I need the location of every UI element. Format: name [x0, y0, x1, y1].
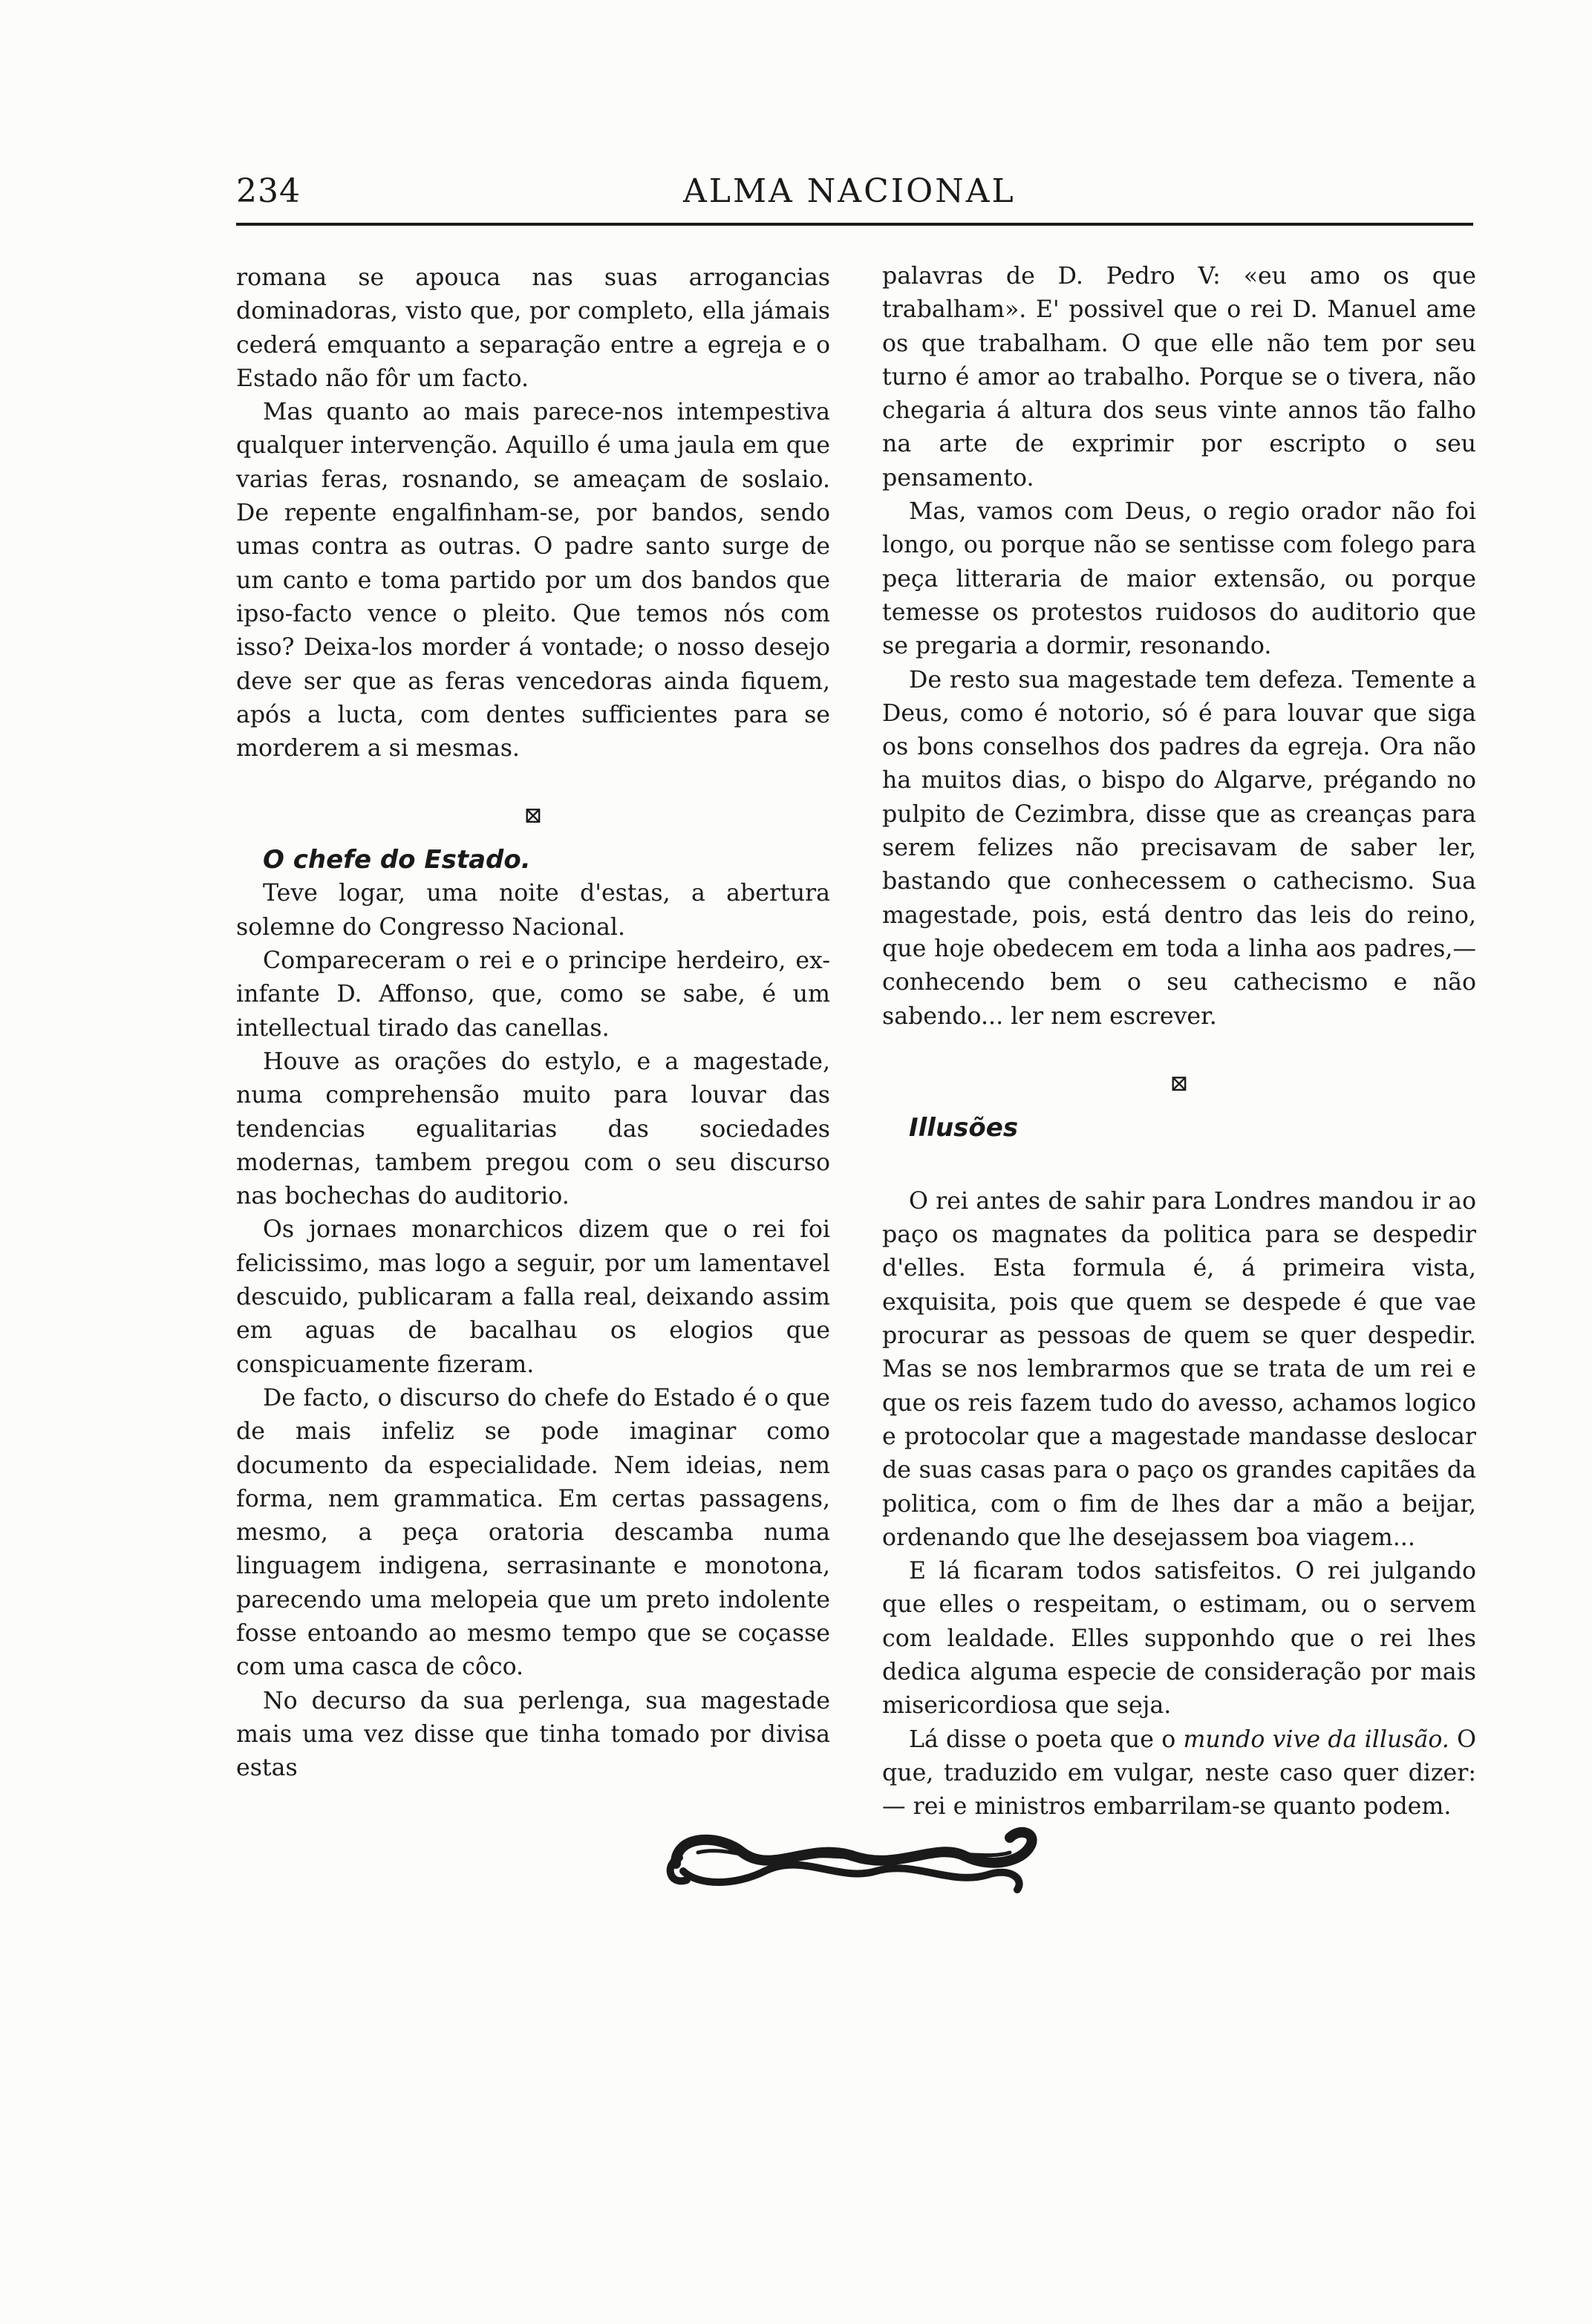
- paragraph: Os jornaes monarchicos dizem que o rei foi felicissimo, mas logo a seguir, por um lamentavel descuido, publicaram a falla real, deixando assim em aguas de bacalhau os elogios que conspicuamente fizeram.: [236, 1216, 830, 1378]
- paragraph: Houve as orações do estylo, e a magestade, numa comprehensão muito para louvar das tendencias egualitarias das sociedades modernas, tambem pregou com o seu discurso nas bochechas do auditorio.: [236, 1048, 830, 1210]
- section-ornament-icon: ⊠: [1169, 1070, 1189, 1097]
- section-heading: O chefe do Estado.: [263, 845, 531, 875]
- section-ornament-icon: ⊠: [523, 803, 543, 829]
- paragraph: O rei antes de sahir para Londres mandou ir ao paço os magnates da politica para se despedir d'elles. Esta formula é, á primeira vista, exquisita, pois que quem se despede é que vae procurar as pessoas de quem se quer despedir. Mas se nos lembrarmos que se trata de um rei e que os reis fazem tudo do avesso, achamos logico e protocolar que a magestade mandasse deslocar de suas casas para o paço os grandes capitães da politica, com o fim de lhes dar a mão a beijar, ordenando que lhe desejassem boa viagem...: [882, 1187, 1476, 1551]
- paragraph: De resto sua magestade tem defeza. Temente a Deus, como é notorio, só é para louvar que siga os bons conselhos dos padres da egreja. Ora não ha muitos dias, o bispo do Algarve, prégando no pulpito de Cezimbra, disse que as creanças para serem felizes não precisavam de saber ler, bastando que conhecessem o cathecismo. Sua magestade, pois, está dentro das leis do reino, que hoje obedecem em toda a linha aos padres,—conhecendo bem o seu cathecismo e não sabendo... ler nem escrever.: [882, 666, 1476, 1030]
- header-rule: [236, 223, 1473, 226]
- text-run: O que, traduzido em vulgar, neste caso quer dizer: — rei e ministros embarrilam-se quanto podem.: [882, 1726, 1476, 1821]
- paragraph: Teve logar, uma noite d'estas, a abertura solemne do Congresso Nacional.: [236, 880, 830, 941]
- paragraph: E lá ficaram todos satisfeitos. O rei julgando que elles o respeitam, o estimam, ou o servem com lealdade. Elles supponhdo que o rei lhes dedica alguma especie de consideração por mais misericordiosa que seja.: [882, 1558, 1476, 1720]
- paragraph: De facto, o discurso do chefe do Estado é o que de mais infeliz se pode imaginar como documento da especialidade. Nem ideias, nem forma, nem grammatica. Em certas passagens, mesmo, a peça oratoria descamba numa linguagem indigena, serrasinante e monotona, parecendo uma melopeia que um preto indolente fosse entoando ao mesmo tempo que se coçasse com uma casca de côco.: [236, 1384, 830, 1681]
- text-run: Lá disse o poeta que o: [909, 1726, 1184, 1753]
- paragraph: romana se apouca nas suas arrogancias dominadoras, visto que, por completo, ella jámais cederá emquanto a separação entre a egreja e o Estado não fôr um facto.: [236, 264, 830, 392]
- paragraph: Mas, vamos com Deus, o regio orador não foi longo, ou porque não se sentisse com folego para peça litteraria de maior extensão, ou porque temesse os protestos ruidosos do auditorio que se pregaria a dormir, resonando.: [882, 498, 1476, 660]
- paragraph: [882, 1723, 1476, 1824]
- section-heading: Illusões: [909, 1112, 1019, 1143]
- paragraph: No decurso da sua perlenga, sua magestade mais uma vez disse que tinha tomado por divisa estas: [236, 1687, 830, 1782]
- paragraph: Compareceram o rei e o principe herdeiro, ex-infante D. Affonso, que, como se sabe, é um intellectual tirado das canellas.: [236, 947, 830, 1042]
- right-column: [882, 260, 1476, 1824]
- paragraph: Mas quanto ao mais parece-nos intempestiva qualquer intervenção. Aquillo é uma jaula em que varias feras, rosnando, se ameaçam de soslaio. De repente engalfinham-se, por bandos, sendo umas contra as outras. O padre santo surge de um canto e toma partido por um dos bandos que ipso-facto vence o pleito. Que temos nós com isso? Deixa-los morder á vontade; o nosso desejo deve ser que as feras vencedoras ainda fiquem, após a lucta, com dentes sufficientes para se morderem a si mesmas.: [236, 399, 830, 763]
- tailpiece-ornament-icon: [653, 1812, 1054, 1908]
- quoted-phrase: mundo vive da illusão.: [1183, 1726, 1449, 1753]
- running-title: ALMA NACIONAL: [683, 172, 1016, 210]
- page-number: 234: [236, 172, 301, 210]
- paragraph: palavras de D. Pedro V: «eu amo os que trabalham». E' possivel que o rei D. Manuel ame os que trabalham. O que elle não tem por seu turno é amor ao trabalho. Porque se o tivera, não chegaria á altura dos seus vinte annos tão falho na arte de exprimir por escripto o seu pensamento.: [882, 263, 1476, 492]
- left-column: [236, 261, 830, 1785]
